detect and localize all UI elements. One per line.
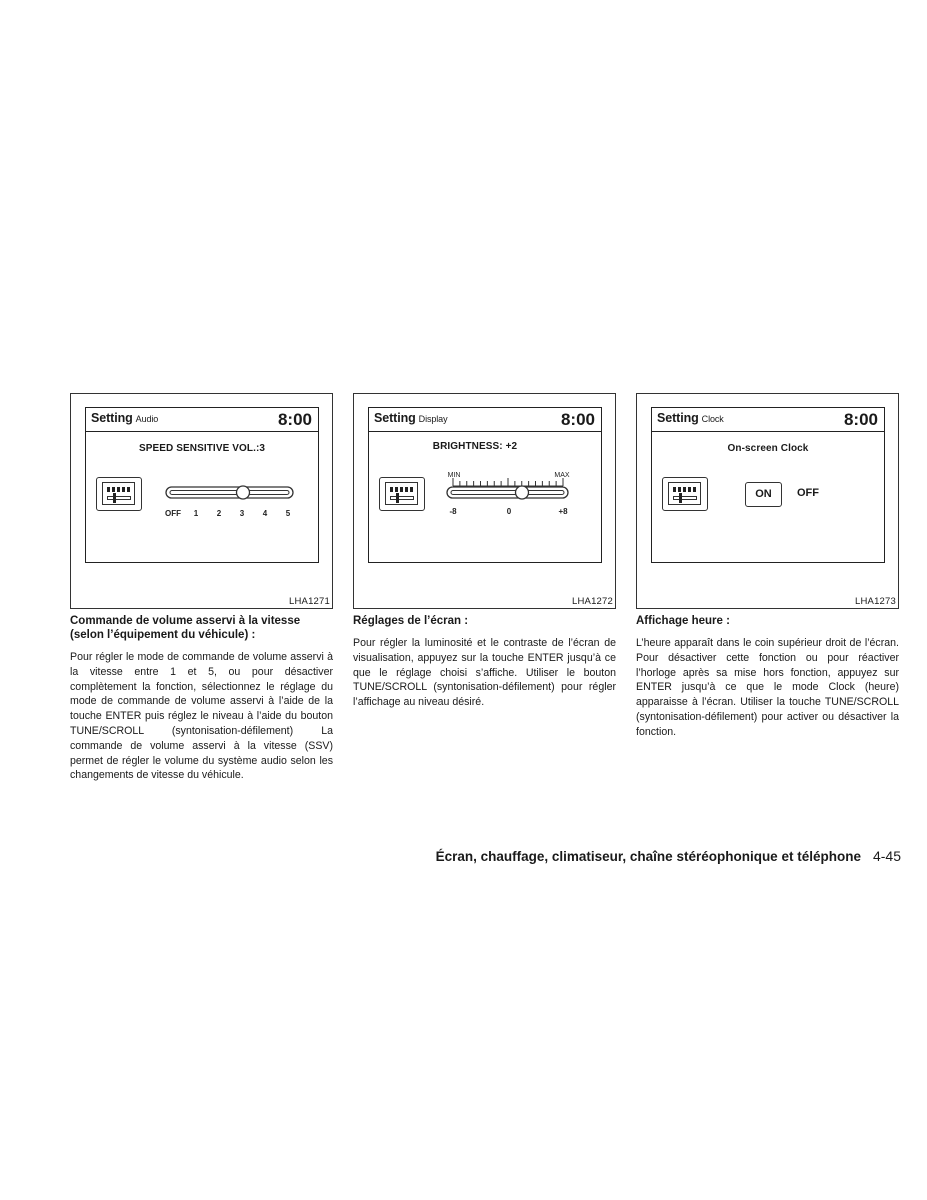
screen-setting-label: Setting Audio xyxy=(91,411,159,425)
clock-on-button: ON xyxy=(745,482,782,507)
display-screen xyxy=(368,407,602,563)
ssv-tick-label: 4 xyxy=(262,509,268,518)
column-speed-sensitive-volume xyxy=(70,393,333,783)
column-clock-display xyxy=(636,393,899,740)
screen-sub-label: Audio xyxy=(135,414,159,424)
screen-caption: SPEED SENSITIVE VOL.:3 xyxy=(138,443,266,454)
ssv-slider-thumb xyxy=(237,486,250,499)
section-body: Pour régler la luminosité et le contraste de l’écran de visualisation, appuyez sur la touche ENTER jusqu’à ce que le réglage choisi s’affiche. Utiliser le bouton TUNE/SCROLL (syntonisation-défilement) pour régler l’affichage au niveau désiré. xyxy=(353,637,616,709)
ssv-tick-label: 5 xyxy=(285,509,291,518)
section-body: L’heure apparaît dans le coin supérieur droit de l’écran. Pour désactiver cette fonction ou pour réactiver l’horloge après sa mise hors fonction, appuyez sur ENTER jusqu’à ce que le mode Clock (heure) apparaisse à l’écran. Utiliser la touche TUNE/SCROLL (syntonisation-défilement) pour activer ou désactiver la fonction. xyxy=(636,637,899,738)
figure-display-screen xyxy=(353,393,616,609)
brightness-slider-thumb xyxy=(516,486,529,499)
figure-label: LHA1271 xyxy=(288,596,330,607)
footer-chapter-title: Écran, chauffage, climatiseur, chaîne stéréophonique et téléphone xyxy=(435,849,861,864)
figure-audio-screen xyxy=(70,393,333,609)
section-heading: Affichage heure : xyxy=(636,615,730,627)
screen-caption: On-screen Clock xyxy=(727,443,809,454)
screen-clock-time: 8:00 xyxy=(843,410,878,429)
screen-clock-time: 8:00 xyxy=(560,410,595,429)
display-screen xyxy=(85,407,319,563)
brightness-tick-label: -8 xyxy=(449,507,457,516)
brightness-tick-label: +8 xyxy=(558,507,568,516)
screen-header xyxy=(652,408,884,432)
page-number: 4-45 xyxy=(872,848,901,864)
display-screen xyxy=(651,407,885,563)
section-heading: Commande de volume asservi à la vitesse (selon l’équipement du véhicule) : xyxy=(70,615,301,641)
ssv-tick-label: 1 xyxy=(193,509,199,518)
figure-label: LHA1273 xyxy=(854,596,896,607)
brightness-slider xyxy=(369,408,601,562)
ssv-slider xyxy=(86,408,318,562)
figure-label: LHA1272 xyxy=(571,596,613,607)
tune-knob-icon xyxy=(662,477,708,511)
screen-setting-label: Setting Clock xyxy=(657,411,724,425)
clock-off-option: OFF xyxy=(797,487,819,499)
ssv-tick-label: OFF xyxy=(165,509,181,518)
section-body: Pour régler le mode de commande de volume asservi à la vitesse entre 1 et 5, ou pour désactiver complètement la fonction, sélectionnez le réglage du mode de commande de volume asservi à l’aide de la touche ENTER puis réglez le niveau à l’aide du bouton TUNE/SCROLL (syntonisation-défilement) La commande de volume asservi à la vitesse (SSV) permet de régler le volume du système audio selon les changements de vitesse du véhicule. xyxy=(70,651,333,782)
screen-clock-time: 8:00 xyxy=(277,410,312,429)
screen-caption: BRIGHTNESS: +2 xyxy=(432,441,518,452)
brightness-min-label: MIN xyxy=(447,472,461,479)
screen-sub-label: Clock xyxy=(701,414,724,424)
screen-sub-label: Display xyxy=(418,414,448,424)
brightness-tick-label: 0 xyxy=(506,507,512,516)
page-footer xyxy=(436,848,901,864)
ssv-tick-label: 2 xyxy=(216,509,222,518)
column-display-settings xyxy=(353,393,616,710)
ssv-tick-label: 3 xyxy=(239,509,245,518)
screen-setting-label: Setting Display xyxy=(374,411,448,425)
brightness-max-label: MAX xyxy=(554,472,570,479)
section-heading: Réglages de l’écran : xyxy=(353,615,469,627)
figure-clock-screen xyxy=(636,393,899,609)
